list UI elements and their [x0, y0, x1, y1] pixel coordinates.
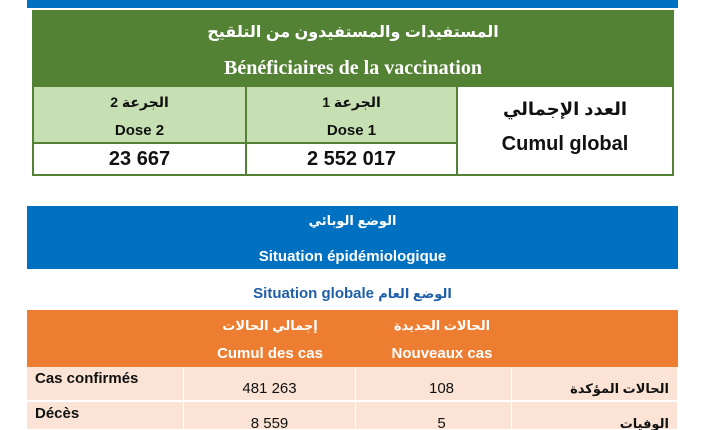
- col-new-ar: الحالات الجديدة: [393, 318, 491, 333]
- dose2-value: 23 667: [34, 144, 247, 176]
- row-label-ar: الوفيات: [511, 402, 678, 429]
- row-cumul-value: 481 263: [184, 367, 356, 400]
- epi-title-fr: Situation épidémiologique: [258, 248, 447, 265]
- col-cumul-ar: إجمالي الحالات: [222, 318, 318, 333]
- cumul-label-fr: Cumul global: [501, 133, 629, 155]
- dose2-header: [34, 87, 247, 144]
- cases-table: [27, 310, 678, 430]
- table-row: [27, 367, 678, 401]
- col-header-new: [356, 310, 528, 367]
- col-new-fr: Nouveaux cas: [391, 345, 493, 362]
- vaccination-panel: [32, 10, 674, 176]
- vaccination-header: [34, 12, 672, 87]
- table-row: [27, 402, 678, 430]
- col-cumul-fr: Cumul des cas: [217, 345, 323, 362]
- cumul-global-cell: [458, 87, 672, 176]
- dose1-header: [247, 87, 458, 144]
- row-cumul-value: 8 559: [184, 402, 356, 429]
- dose2-label-fr: Dose 2: [114, 122, 165, 139]
- row-new-value: 5: [356, 402, 528, 429]
- epidemiological-banner: [27, 206, 678, 269]
- dose2-label-ar: الجرعة 2: [110, 94, 169, 110]
- vaccination-title-ar: المستفيدات والمستفيدون من التلقيح: [207, 24, 499, 41]
- global-situation-ar: الوضع العام: [378, 286, 452, 301]
- col-header-cumul: [184, 310, 356, 367]
- top-header-strip: [27, 0, 678, 8]
- row-new-value: 108: [356, 367, 528, 400]
- dose1-label-ar: الجرعة 1: [322, 94, 381, 110]
- row-label-ar: الحالات المؤكدة: [511, 367, 678, 400]
- global-situation-fr: Situation globale: [253, 285, 375, 302]
- cumul-label-ar: العدد الإجمالي: [502, 99, 628, 119]
- vaccination-title-fr: Bénéficiaires de la vaccination: [224, 57, 482, 79]
- dose1-value: 2 552 017: [247, 144, 458, 176]
- cases-table-header: [27, 310, 678, 367]
- global-situation-heading: [27, 285, 678, 302]
- dose1-label-fr: Dose 1: [326, 122, 377, 139]
- row-label-fr: Cas confirmés: [27, 367, 184, 400]
- row-label-fr: Décès: [27, 402, 184, 429]
- epi-title-ar: الوضع الوبائي: [308, 213, 397, 228]
